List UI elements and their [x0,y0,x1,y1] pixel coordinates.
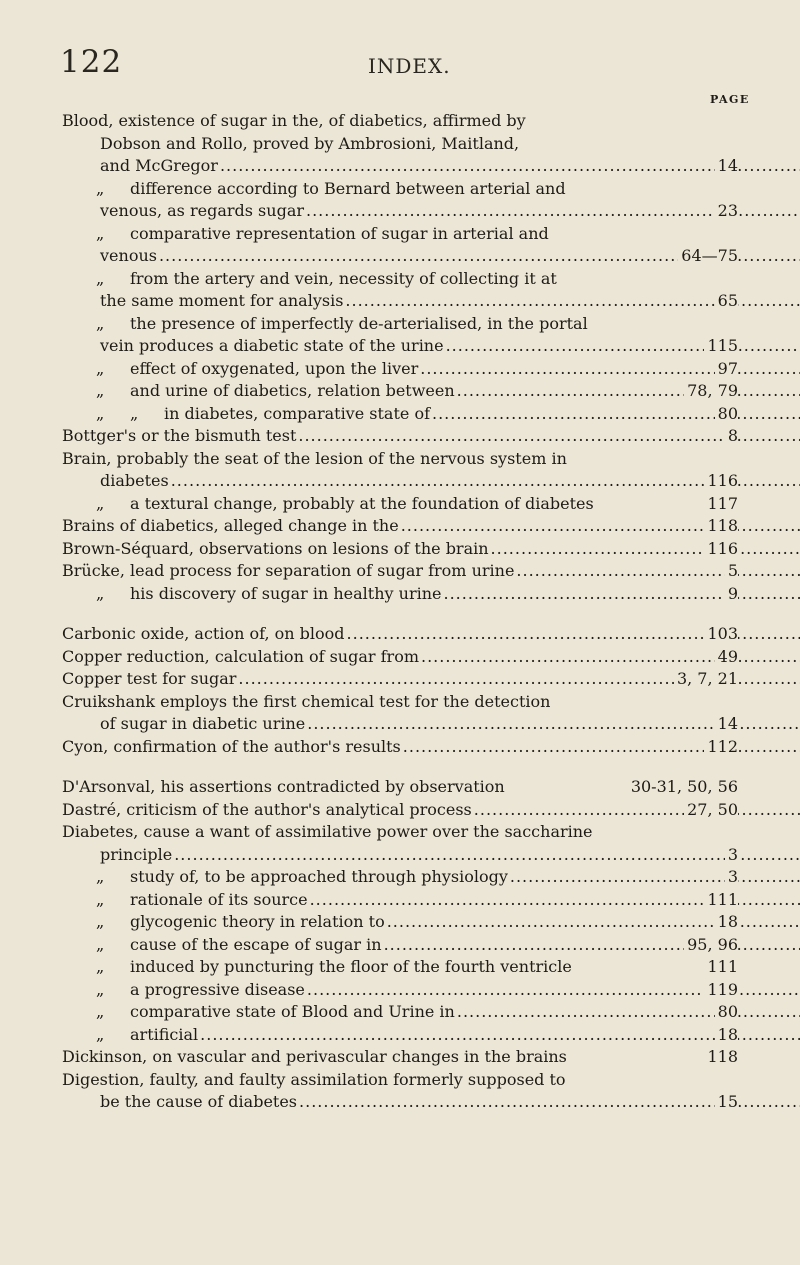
ditto-mark: „ [96,313,105,333]
ditto-mark: „ [96,358,105,378]
index-entry [0,425,800,448]
entry-heading: and urine of diabetics, relation between [130,381,455,400]
entry-heading: Blood, existence of sugar in the, of diabetics, affirmed by [62,111,526,130]
page-reference: 49 [715,646,738,669]
entry-text [100,470,800,493]
index-entry [0,448,800,471]
entry-text [100,844,800,867]
index-entry [0,713,800,736]
index-entry [0,403,800,426]
entry-heading: Cyon, confirmation of the author's results [62,736,401,756]
entry-heading: cause of the escape of sugar in [130,934,382,954]
entry-heading: Brain, probably the seat of the lesion of the nervous system in [62,448,567,468]
ditto-mark: „ [96,223,105,243]
entry-text [96,956,572,979]
index-entry [0,736,800,759]
ditto-mark: „ [96,889,105,909]
page-reference: 111 [704,889,738,912]
section-gap [0,758,800,776]
entry-heading: his discovery of sugar in healthy urine [130,583,442,603]
entry-heading: diabetes [100,471,169,490]
index-entry [0,560,800,583]
index-entry [0,470,800,493]
entry-heading: glycogenic theory in relation to [130,912,385,931]
page-reference: 118 [704,1046,738,1069]
page-reference: 18 [715,1024,738,1047]
page-reference: 97 [715,358,738,381]
entry-text [100,335,800,358]
ditto-mark: „ [96,912,105,931]
ditto-mark: „ [96,957,105,976]
section-gap [0,605,800,623]
entry-heading: Dickinson, on vascular and perivascular changes in the brains [62,1047,567,1066]
entry-heading: Brown-Séquard, observations on lesions of the brain [62,538,489,558]
index-entry [0,776,800,799]
ditto-mark: „ [96,583,105,603]
entry-text [62,560,800,583]
entry-heading: a progressive disease [130,979,305,999]
index-entry [0,245,800,268]
page-reference: 80 [715,1001,738,1024]
entry-text [62,623,800,646]
entry-text [100,1091,800,1114]
index-entry [0,290,800,313]
entry-heading: Copper reduction, calculation of sugar from [62,646,419,666]
page-reference: 119 [704,979,738,1002]
page-reference: 111 [704,956,738,979]
entry-heading: vein produces a diabetic state of the urine [100,336,444,355]
index-entry [0,133,800,156]
entry-text [100,200,800,223]
entry-text [62,110,526,133]
index-entry [0,956,800,979]
entry-text [96,866,800,889]
entry-text [62,691,550,714]
index-entry [0,889,800,912]
page-reference: 95, 96 [684,934,738,957]
entry-text [96,1024,800,1047]
entry-text [96,979,800,1002]
ditto-mark: „ [96,1002,105,1021]
entry-heading: comparative representation of sugar in arterial and [130,223,549,243]
entry-text [96,358,800,381]
entry-text [62,538,800,561]
ditto-mark: „ [96,979,105,999]
entry-heading: Dobson and Rollo, proved by Ambrosioni, Maitland, [100,133,520,153]
index-entry [0,268,800,291]
index-entry [0,380,800,403]
entry-text [100,133,519,156]
entry-heading: Brücke, lead process for separation of sugar from urine [62,561,515,580]
entry-text [96,583,800,606]
entry-heading: the presence of imperfectly de-arterialised, in the portal [130,313,588,333]
entry-heading: artificial [130,1024,199,1044]
entry-heading: and McGregor [100,156,218,175]
ditto-mark: „ [96,268,105,288]
entry-text [62,821,593,844]
index-entry [0,979,800,1002]
entry-heading: a textural change, probably at the foundation of diabetes [130,493,594,513]
page-reference: 3 [725,866,738,889]
page-reference: 15 [715,1091,738,1114]
ditto-mark: „ [96,934,105,954]
page-reference: 65 [715,290,738,313]
entry-text [96,911,800,934]
entry-text [100,713,800,736]
entry-text [62,736,800,759]
page-reference: 80 [715,403,738,426]
page-number: 122 [60,44,123,80]
entry-heading: venous, as regards sugar [100,201,304,220]
index-entry [0,110,800,133]
entry-text [96,223,549,246]
ditto-mark: „ [96,493,105,513]
ditto-mark: „ [96,1024,105,1044]
index-entry [0,646,800,669]
index-entry [0,799,800,822]
page-reference: 30-31, 50, 56 [628,776,738,799]
entry-text [96,493,594,516]
entry-heading: the same moment for analysis [100,291,344,310]
entry-heading: Digestion, faulty, and faulty assimilation formerly supposed to [62,1069,566,1089]
ditto-mark: „ [96,381,105,400]
entry-heading: of sugar in diabetic urine [100,714,306,733]
entry-heading: Diabetes, cause a want of assimilative power over the saccharine [62,822,593,841]
entry-heading: Bottger's or the bismuth test [62,426,297,445]
page-reference: 103 [704,623,738,646]
entry-text [62,776,505,799]
index-entry [0,1046,800,1069]
index-entry [0,866,800,889]
entry-heading: Brains of diabetics, alleged change in the [62,516,399,535]
index-entry [0,1024,800,1047]
entry-heading: be the cause of diabetes [100,1092,298,1111]
page-reference: 23 [715,200,738,223]
index-entry [0,691,800,714]
index-entry [0,335,800,358]
index-entry [0,313,800,336]
entry-text [62,646,800,669]
entry-text [96,1001,800,1024]
entry-heading: Dastré, criticism of the author's analytical process [62,799,472,819]
entry-text [96,178,566,201]
entry-text [96,889,800,912]
entry-heading: principle [100,844,173,864]
entry-text [96,403,800,426]
entry-heading: study of, to be approached through physiology [130,867,508,886]
page-column-label: PAGE [710,93,750,106]
index-entry [0,155,800,178]
entry-heading: rationale of its source [130,889,308,909]
entry-heading: from the artery and vein, necessity of collecting it at [130,268,557,288]
entry-text [62,515,800,538]
page-reference: 14 [715,713,738,736]
index-entry [0,583,800,606]
page-reference: 3 [725,844,738,867]
running-title: INDEX. [368,54,451,78]
index-entry [0,515,800,538]
page-reference: 116 [704,538,738,561]
index-entry [0,934,800,957]
page-header [0,44,800,84]
entry-heading: venous [100,246,157,265]
entry-text [96,268,557,291]
ditto-mark: „ [96,178,105,198]
entry-text [62,448,567,471]
page-reference: 9 [725,583,738,606]
index-entry [0,223,800,246]
index-entry [0,178,800,201]
page-reference: 115 [704,335,738,358]
index-entry [0,1069,800,1092]
entry-text [100,155,800,178]
index-entries [0,110,800,1114]
page-reference: 78, 79 [684,380,738,403]
index-entry [0,623,800,646]
ditto-mark: „ [96,403,105,423]
page-reference: 116 [704,470,738,493]
index-entry [0,538,800,561]
index-entry [0,668,800,691]
page-reference: 14 [715,155,738,178]
entry-heading: comparative state of Blood and Urine in [130,1002,455,1021]
page-reference: 8 [725,425,738,448]
entry-heading: D'Arsonval, his assertions contradicted by observation [62,777,505,796]
index-entry [0,911,800,934]
entry-heading: induced by puncturing the floor of the fourth ventricle [130,957,572,976]
index-entry [0,493,800,516]
index-entry [0,200,800,223]
page-reference: 64—75 [678,245,738,268]
entry-heading: Copper test for sugar [62,669,237,688]
entry-heading: Cruikshank employs the first chemical test for the detection [62,691,551,711]
entry-text [100,290,800,313]
page-reference: 118 [704,515,738,538]
page-reference: 27, 50 [684,799,738,822]
page-reference: 3, 7, 21 [674,668,738,691]
entry-text [62,1069,566,1092]
index-entry [0,844,800,867]
index-entry [0,1001,800,1024]
ditto-mark: „ [130,403,139,423]
entry-heading: Carbonic oxide, action of, on blood [62,624,345,643]
page-reference: 18 [715,911,738,934]
index-entry [0,821,800,844]
entry-heading: effect of oxygenated, upon the liver [130,358,419,378]
ditto-mark: „ [96,867,105,886]
entry-text [96,313,588,336]
index-entry [0,1091,800,1114]
page-reference: 117 [704,493,738,516]
entry-heading: difference according to Bernard between arterial and [130,178,566,198]
index-entry [0,358,800,381]
entry-heading: in diabetes, comparative state of [164,403,430,423]
entry-text [62,1046,567,1069]
page-reference: 112 [704,736,738,759]
page-reference: 5 [725,560,738,583]
entry-text [62,425,800,448]
